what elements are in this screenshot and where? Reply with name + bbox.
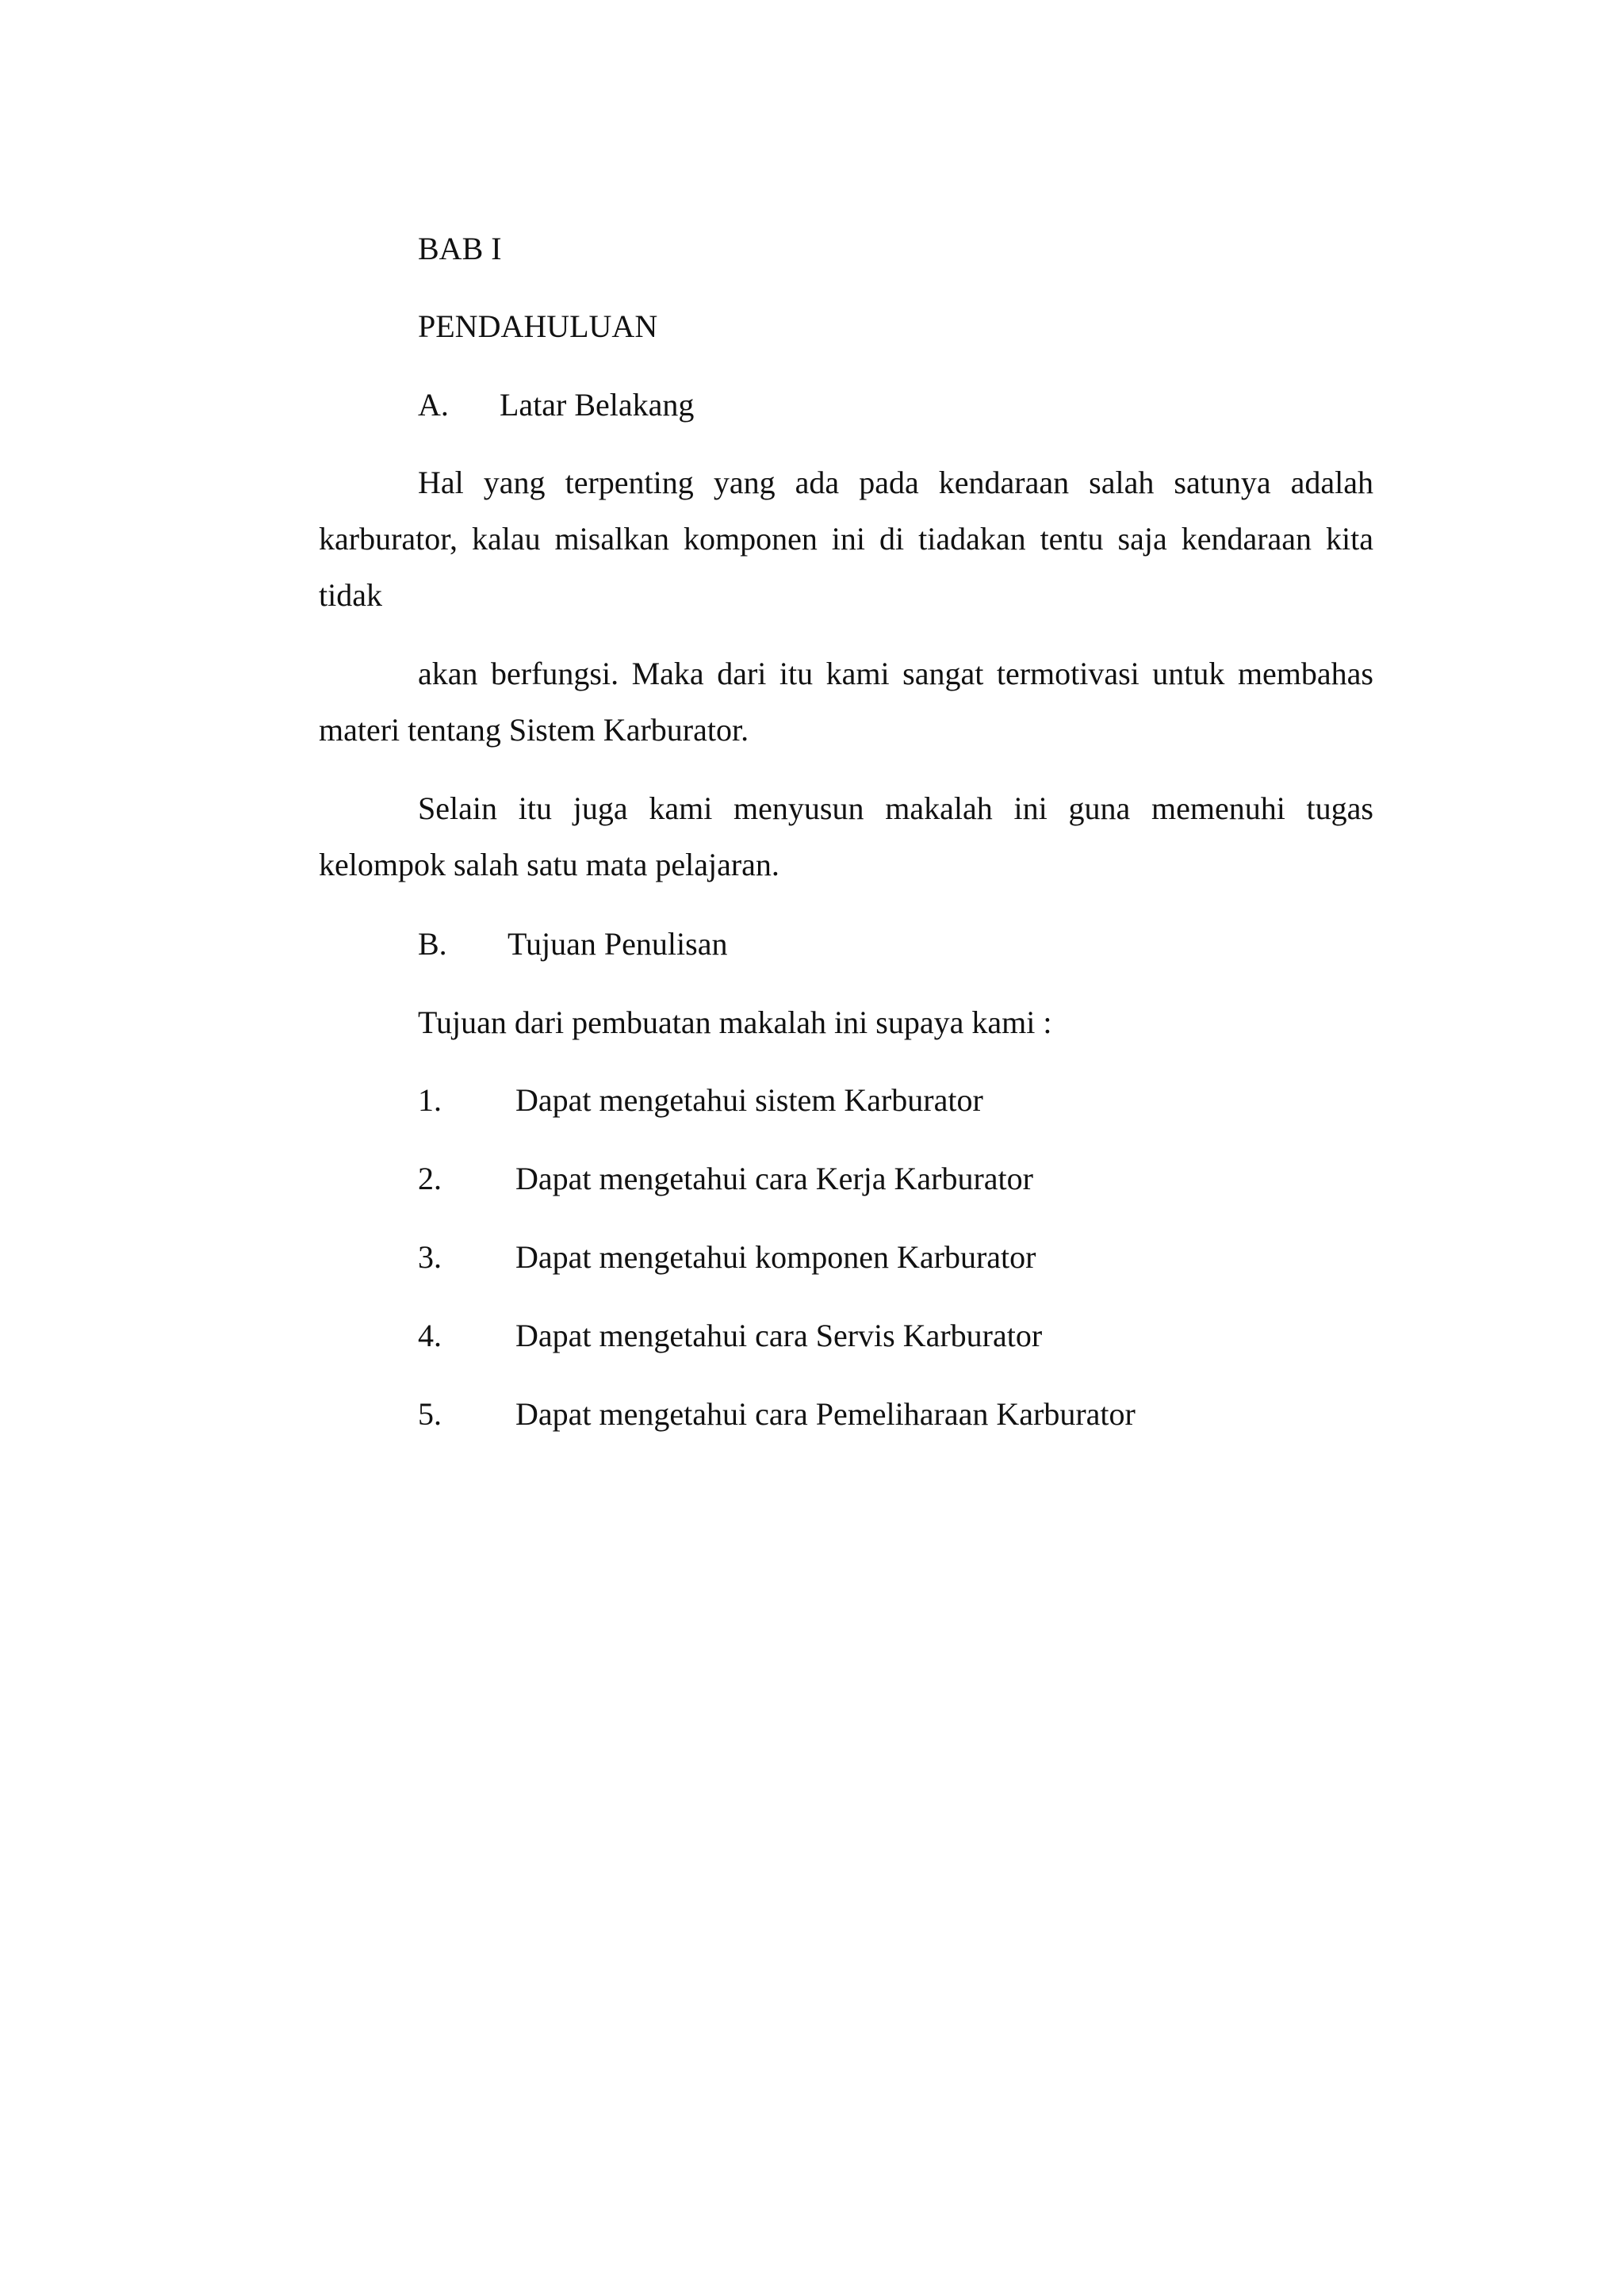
objectives-intro: Tujuan dari pembuatan makalah ini supaya kami : [418,1004,1052,1040]
paragraph-3-line-1: Selain itu juga kami menyusun makalah ini guna memenuhi tugas [418,790,1373,826]
list-item [418,1395,1136,1433]
section-a-marker: A. [418,387,449,423]
chapter-title: PENDAHULUAN [418,308,658,344]
paragraph-3-line-2: kelompok salah satu mata pelajaran. [319,847,779,882]
list-item [418,1317,1042,1355]
paragraph-2-line-1: akan berfungsi. Maka dari itu kami sangat termotivasi untuk membahas [418,656,1373,691]
list-item-number: 1. [418,1082,442,1118]
section-a-heading [418,386,694,424]
paragraph-1-line-2: karburator, kalau misalkan komponen ini di tiadakan tentu saja kendaraan kita [319,521,1373,557]
list-item-text: Dapat mengetahui cara Servis Karburator [515,1318,1043,1353]
section-b-marker: B. [418,926,447,962]
list-item-number: 3. [418,1239,442,1275]
paragraph-1-line-1: Hal yang terpenting yang ada pada kendaraan salah satunya adalah [418,465,1373,500]
list-item [418,1160,1033,1198]
chapter-number: BAB I [418,231,502,266]
list-item [418,1238,1036,1276]
list-item-number: 2. [418,1161,442,1196]
paragraph-1-line-3: tidak [319,577,382,613]
list-item-number: 4. [418,1318,442,1353]
section-a-title: Latar Belakang [500,387,695,423]
list-item-text: Dapat mengetahui komponen Karburator [515,1239,1036,1275]
list-item-number: 5. [418,1396,442,1432]
list-item-text: Dapat mengetahui cara Pemeliharaan Karburator [515,1396,1136,1432]
paragraph-2-line-2: materi tentang Sistem Karburator. [319,712,749,748]
list-item-text: Dapat mengetahui sistem Karburator [515,1082,983,1118]
list-item-text: Dapat mengetahui cara Kerja Karburator [515,1161,1033,1196]
section-b-title: Tujuan Penulisan [508,926,728,962]
list-item [418,1081,983,1119]
section-b-heading [418,925,727,963]
